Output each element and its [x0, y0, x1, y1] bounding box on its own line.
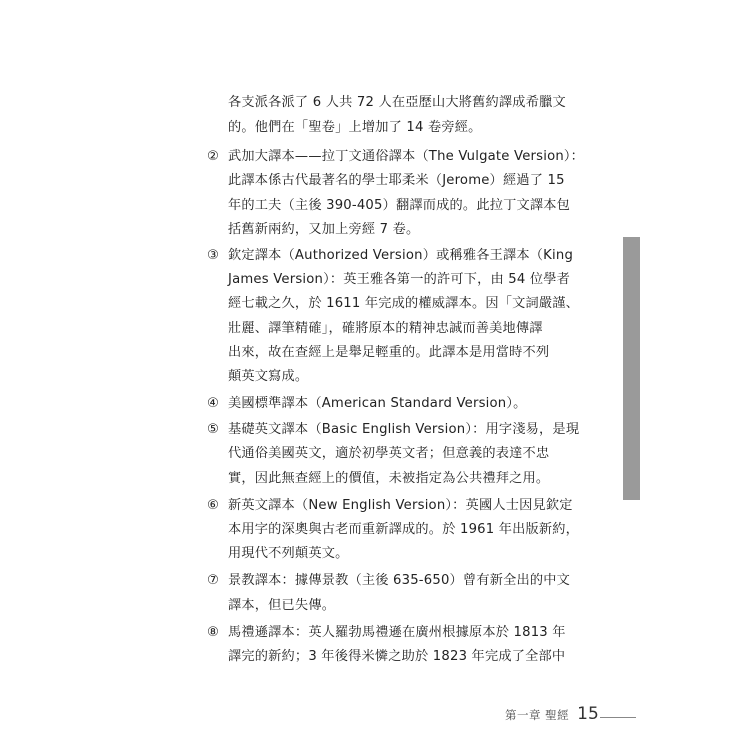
- list-item-2: ② 武加大譯本——拉丁文通俗譯本（The Vulgate Version）：: [207, 147, 577, 167]
- body-line: 出來，故在查經上是舉足輕重的。此譯本是用當時不列: [228, 345, 550, 360]
- body-line: 年的工夫（主後 390-405）翻譯而成的。此拉丁文譯本包: [228, 198, 571, 213]
- body-line: 本用字的深奧與古老而重新譯成的。於 1961 年出版新約，: [228, 522, 580, 537]
- list-marker: ③: [207, 248, 220, 263]
- body-line: 代通俗美國英文，適於初學英文者；但意義的表達不忠: [228, 446, 550, 461]
- list-marker: ⑤: [207, 422, 220, 437]
- footer-rule: [600, 717, 636, 718]
- body-line: 經七載之久，於 1611 年完成的權威譯本。因「文詞嚴謹、: [228, 296, 580, 311]
- chapter-thumb-tab: [623, 237, 640, 500]
- body-line: James Version）：英王雅各第一的許可下，由 54 位學者: [228, 272, 571, 287]
- page-footer: [505, 704, 599, 728]
- body-line: 壯麗、譯筆精確」，確將原本的精神忠誠而善美地傳譯: [228, 321, 543, 336]
- body-line: 譯完的新約；3 年後得米憐之助於 1823 年完成了全部中: [228, 649, 566, 664]
- list-item-6: ⑥ 新英文譯本（New English Version）：英國人士因見欽定: [207, 496, 577, 516]
- list-marker: ②: [207, 149, 220, 164]
- body-line: 的。他們在「聖卷」上增加了 14 卷旁經。: [228, 120, 482, 135]
- list-item-4: ④ 美國標準譯本（American Standard Version）。: [207, 394, 577, 414]
- page-number: 15: [577, 704, 599, 724]
- body-line: 各支派各派了 6 人共 72 人在亞歷山大將舊約譯成希臘文: [228, 95, 566, 110]
- list-marker: ⑥: [207, 498, 220, 513]
- list-marker: ④: [207, 396, 220, 411]
- body-line: 此譯本係古代最著名的學士耶柔米（Jerome）經過了 15: [228, 173, 565, 188]
- list-marker: ⑦: [207, 573, 220, 588]
- body-line: 括舊新兩約，又加上旁經 7 卷。: [228, 222, 420, 237]
- body-line: 譯本，但已失傳。: [228, 598, 336, 613]
- body-line: 顛英文寫成。: [228, 369, 309, 384]
- list-item-8: ⑧ 馬禮遜譯本：英人羅勃馬禮遜在廣州根據原本於 1813 年: [207, 623, 577, 643]
- list-item-3: ③ 欽定譯本（Authorized Version）或稱雅各王譯本（King: [207, 246, 577, 266]
- running-footer-chapter: 第一章 聖經: [505, 708, 570, 722]
- list-marker: ⑧: [207, 625, 220, 640]
- list-item-7: ⑦ 景教譯本：據傳景教（主後 635-650）曾有新全出的中文: [207, 571, 577, 591]
- body-line: 實，因此無查經上的價值，未被指定為公共禮拜之用。: [228, 471, 550, 486]
- list-item-5: ⑤ 基礎英文譯本（Basic English Version）：用字淺易，是現: [207, 420, 577, 440]
- body-line: 用現代不列顛英文。: [228, 546, 349, 561]
